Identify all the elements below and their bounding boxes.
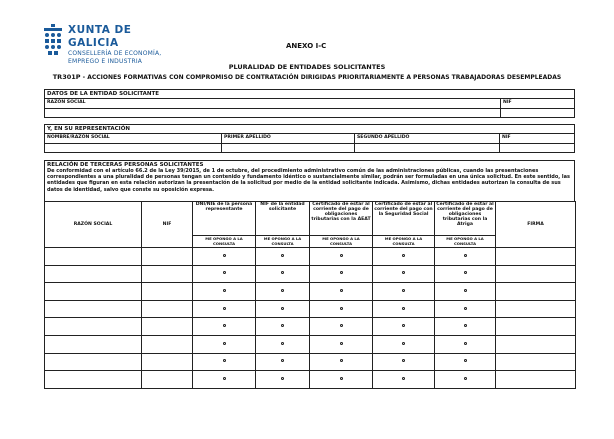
oppose-dni-cell[interactable]: [193, 283, 256, 301]
oppose-radio[interactable]: [223, 307, 226, 310]
razon-social-cell[interactable]: [45, 353, 142, 371]
oppose-label: ME OPONGO A LA CONSULTA: [435, 236, 496, 248]
oppose-label: ME OPONGO A LA CONSULTA: [310, 236, 373, 248]
nif-cell[interactable]: [142, 265, 193, 283]
nif-cell[interactable]: [142, 300, 193, 318]
rep-nif-label: NIF: [502, 135, 511, 140]
rep-second-surname-input[interactable]: [355, 144, 500, 152]
firma-cell[interactable]: [496, 371, 576, 389]
nif-cell[interactable]: [142, 283, 193, 301]
table-row: [45, 248, 576, 266]
oppose-radio[interactable]: [223, 271, 226, 274]
razon-social-cell[interactable]: [45, 335, 142, 353]
oppose-radio[interactable]: [464, 324, 467, 327]
oppose-radio[interactable]: [402, 342, 405, 345]
col-nif: NIF: [142, 202, 193, 248]
third-parties-table: [44, 201, 576, 389]
oppose-nif-cell[interactable]: [256, 318, 310, 336]
rep-first-surname-label: PRIMER APELLIDO: [222, 134, 355, 143]
annex-label: ANEXO I-C: [286, 42, 327, 50]
oppose-ss-cell[interactable]: [373, 248, 435, 266]
table-row: [45, 265, 576, 283]
col-cert-aeat: Certificado de estar al corriente del pago de obligaciones tributarias con la AEAT: [310, 202, 373, 236]
oppose-radio[interactable]: [402, 307, 405, 310]
oppose-radio[interactable]: [223, 289, 226, 292]
entity-section-heading: DATOS DE LA ENTIDAD SOLICITANTE: [45, 90, 574, 99]
oppose-ss-cell[interactable]: [373, 318, 435, 336]
oppose-atriga-cell[interactable]: [435, 318, 496, 336]
oppose-ss-cell[interactable]: [373, 283, 435, 301]
oppose-aeat-cell[interactable]: [310, 353, 373, 371]
oppose-nif-cell[interactable]: [256, 300, 310, 318]
oppose-radio[interactable]: [464, 289, 467, 292]
oppose-radio[interactable]: [281, 289, 284, 292]
oppose-radio[interactable]: [340, 359, 343, 362]
oppose-radio[interactable]: [464, 377, 467, 380]
oppose-nif-cell[interactable]: [256, 265, 310, 283]
firma-cell[interactable]: [496, 318, 576, 336]
relation-section-body: De conformidad con el artículo 66.2 de la Ley 39/2015, de 1 de octubre, del procedimiento administrativo común de las administraciones públicas, cuando las presentaciones correspondientes a una pluralidad de personas tengan un contenido y fundamento idéntico o sustancialmente similar, podrán ser formuladas en una única solicitud. En este sentido, las entidades que figuran en esta relación autorizan la presentación de la solicitud por medio de la entidad solicitante indicada. Asimismo, dichas entidades autorizan la consulta de sus datos de identidad, salvo que conste su oposición expresa.: [47, 168, 570, 193]
table-body: [45, 248, 576, 389]
rep-name-label: NOMBRE/RAZÓN SOCIAL: [45, 134, 222, 143]
oppose-dni-cell[interactable]: [193, 300, 256, 318]
oppose-atriga-cell[interactable]: [435, 300, 496, 318]
oppose-radio[interactable]: [223, 254, 226, 257]
xunta-logo: [42, 24, 177, 65]
oppose-radio[interactable]: [281, 254, 284, 257]
oppose-radio[interactable]: [281, 307, 284, 310]
firma-cell[interactable]: [496, 335, 576, 353]
nif-cell[interactable]: [142, 353, 193, 371]
representative-section: [44, 124, 575, 153]
oppose-nif-cell[interactable]: [256, 371, 310, 389]
razon-social-cell[interactable]: [45, 248, 142, 266]
oppose-radio[interactable]: [402, 359, 405, 362]
entity-section: [44, 89, 575, 118]
oppose-dni-cell[interactable]: [193, 265, 256, 283]
nif-cell[interactable]: [142, 318, 193, 336]
oppose-nif-cell[interactable]: [256, 353, 310, 371]
oppose-radio[interactable]: [402, 324, 405, 327]
table-row: [45, 371, 576, 389]
oppose-ss-cell[interactable]: [373, 335, 435, 353]
oppose-dni-cell[interactable]: [193, 335, 256, 353]
oppose-radio[interactable]: [281, 271, 284, 274]
oppose-aeat-cell[interactable]: [310, 371, 373, 389]
nif-label: NIF: [503, 100, 512, 105]
oppose-atriga-cell[interactable]: [435, 283, 496, 301]
oppose-aeat-cell[interactable]: [310, 318, 373, 336]
oppose-nif-cell[interactable]: [256, 248, 310, 266]
col-cert-seguridad-social: Certificado de estar al corriente del pago con la Seguridad Social: [373, 202, 435, 236]
nif-cell[interactable]: [142, 335, 193, 353]
table-row: [45, 318, 576, 336]
firma-cell[interactable]: [496, 353, 576, 371]
oppose-radio[interactable]: [340, 342, 343, 345]
oppose-radio[interactable]: [340, 324, 343, 327]
logo-subtitle-1: CONSELLERÍA DE ECONOMÍA,: [68, 50, 162, 57]
relation-section: [44, 160, 575, 202]
procedure-name: - ACCIONES FORMATIVAS CON COMPROMISO DE CONTRATACIÓN DIRIGIDAS PRIORITARIAMENTE A PERSONAS TRABAJADORAS DESEMPLEADAS: [80, 74, 562, 81]
oppose-aeat-cell[interactable]: [310, 265, 373, 283]
form-subtitle: [0, 73, 614, 81]
oppose-label: ME OPONGO A LA CONSULTA: [256, 236, 310, 248]
table-row: [45, 283, 576, 301]
oppose-aeat-cell[interactable]: [310, 283, 373, 301]
oppose-dni-cell[interactable]: [193, 248, 256, 266]
oppose-radio[interactable]: [402, 289, 405, 292]
nif-input[interactable]: [501, 109, 574, 117]
razon-social-cell[interactable]: [45, 265, 142, 283]
oppose-ss-cell[interactable]: [373, 265, 435, 283]
oppose-radio[interactable]: [464, 271, 467, 274]
firma-cell[interactable]: [496, 300, 576, 318]
relation-section-heading: RELACIÓN DE TERCERAS PERSONAS SOLICITANTES: [47, 162, 204, 168]
oppose-aeat-cell[interactable]: [310, 248, 373, 266]
oppose-radio[interactable]: [402, 271, 405, 274]
oppose-atriga-cell[interactable]: [435, 248, 496, 266]
oppose-label: ME OPONGO A LA CONSULTA: [373, 236, 435, 248]
razon-social-cell[interactable]: [45, 318, 142, 336]
oppose-aeat-cell[interactable]: [310, 335, 373, 353]
table-row: [45, 353, 576, 371]
oppose-aeat-cell[interactable]: [310, 300, 373, 318]
oppose-radio[interactable]: [464, 307, 467, 310]
oppose-radio[interactable]: [464, 254, 467, 257]
oppose-radio[interactable]: [223, 324, 226, 327]
rep-nif-input[interactable]: [500, 144, 574, 152]
oppose-radio[interactable]: [402, 377, 405, 380]
table-row: [45, 300, 576, 318]
oppose-dni-cell[interactable]: [193, 371, 256, 389]
col-firma: FIRMA: [496, 202, 576, 248]
oppose-ss-cell[interactable]: [373, 371, 435, 389]
rep-name-input[interactable]: [45, 144, 222, 152]
razon-social-input[interactable]: [45, 109, 501, 117]
oppose-radio[interactable]: [340, 377, 343, 380]
oppose-atriga-cell[interactable]: [435, 371, 496, 389]
oppose-ss-cell[interactable]: [373, 300, 435, 318]
oppose-radio[interactable]: [340, 307, 343, 310]
procedure-code: TR301P: [52, 73, 81, 81]
oppose-dni-cell[interactable]: [193, 318, 256, 336]
oppose-radio[interactable]: [223, 359, 226, 362]
oppose-label: ME OPONGO A LA CONSULTA: [193, 236, 256, 248]
rep-second-surname-label: SEGUNDO APELLIDO: [355, 134, 500, 143]
firma-cell[interactable]: [496, 283, 576, 301]
logo-title: XUNTA DE GALICIA: [68, 24, 132, 49]
oppose-nif-cell[interactable]: [256, 283, 310, 301]
oppose-radio[interactable]: [402, 254, 405, 257]
oppose-dni-cell[interactable]: [193, 353, 256, 371]
oppose-radio[interactable]: [281, 324, 284, 327]
oppose-radio[interactable]: [281, 342, 284, 345]
firma-cell[interactable]: [496, 248, 576, 266]
oppose-ss-cell[interactable]: [373, 353, 435, 371]
col-dni-representante: DNI/NIE de la persona representante: [193, 202, 256, 236]
nif-cell[interactable]: [142, 248, 193, 266]
form-title: PLURALIDAD DE ENTIDADES SOLICITANTES: [228, 63, 386, 71]
logo-subtitle-2: EMPREGO E INDUSTRIA: [68, 58, 143, 65]
nif-cell[interactable]: [142, 371, 193, 389]
xunta-shield-icon: [42, 24, 64, 58]
oppose-radio[interactable]: [464, 342, 467, 345]
razon-social-label: RAZÓN SOCIAL: [45, 99, 501, 108]
col-nif-entidad: NIF de la entidad solicitante: [256, 202, 310, 236]
firma-cell[interactable]: [496, 265, 576, 283]
table-row: [45, 335, 576, 353]
oppose-radio[interactable]: [281, 359, 284, 362]
oppose-radio[interactable]: [281, 377, 284, 380]
razon-social-cell[interactable]: [45, 283, 142, 301]
oppose-radio[interactable]: [223, 342, 226, 345]
oppose-nif-cell[interactable]: [256, 335, 310, 353]
oppose-atriga-cell[interactable]: [435, 265, 496, 283]
razon-social-cell[interactable]: [45, 300, 142, 318]
col-cert-atriga: Certificado de estar al corriente del pago de obligaciones tributarias con la Atriga: [435, 202, 496, 236]
oppose-radio[interactable]: [340, 289, 343, 292]
col-razon-social: RAZÓN SOCIAL: [45, 202, 142, 248]
razon-social-cell[interactable]: [45, 371, 142, 389]
representative-section-heading: Y, EN SU REPRESENTACIÓN: [45, 125, 574, 134]
oppose-radio[interactable]: [340, 271, 343, 274]
rep-first-surname-input[interactable]: [222, 144, 355, 152]
oppose-radio[interactable]: [223, 377, 226, 380]
oppose-atriga-cell[interactable]: [435, 335, 496, 353]
oppose-radio[interactable]: [464, 359, 467, 362]
oppose-atriga-cell[interactable]: [435, 353, 496, 371]
oppose-radio[interactable]: [340, 254, 343, 257]
